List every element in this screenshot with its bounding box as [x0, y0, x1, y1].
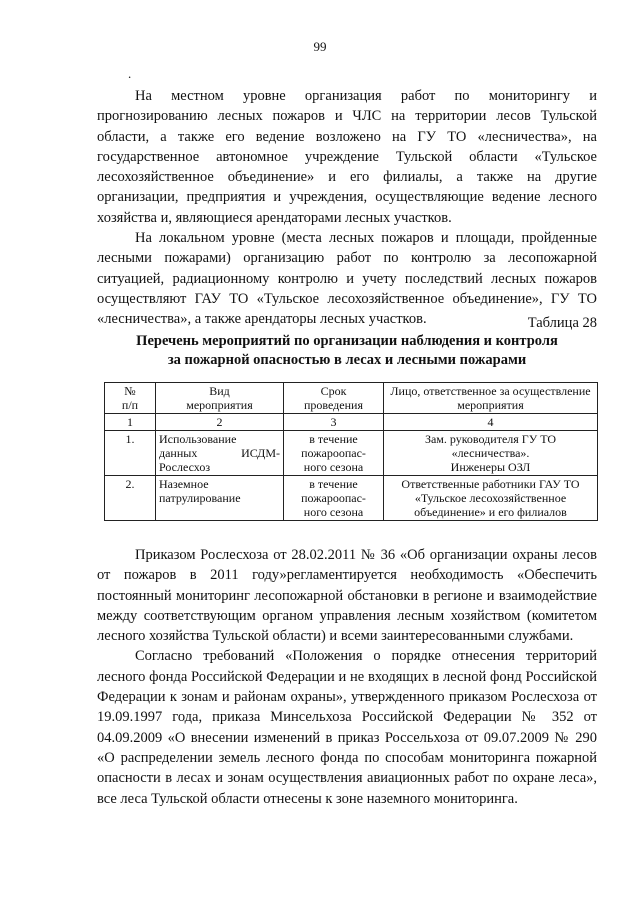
column-number: 1: [105, 414, 156, 431]
header-no-line-1: №: [124, 384, 136, 398]
closing-paragraph-2: Согласно требований «Положения о порядке отнесения территорий лесного фонда Российской Федерации и не входящих в лесной фонд Российской Федерации к зонам и районам охраны», утвержденного приказом Рослесхоза от 19.09.1997 года, приказа Минсельхоза Российской Федерации № 352 от 04.09.2009 «О внесении изменений в приказ Россельхоза от 09.07.2009 № 290 «О распределении земель лесного фонда по способам мониторинга пожарной опасности в лесах и зонам осуществления авиационных работ по охране леса», все леса Тульской области отнесены к зоне наземного мониторинга.: [97, 648, 597, 807]
header-type-line-2: мероприятия: [186, 398, 253, 412]
table-header-row: [105, 383, 598, 414]
row-type: [156, 476, 284, 521]
row-number: 2.: [105, 476, 156, 521]
row-type-line: Наземное: [159, 477, 209, 491]
header-type-line-1: Вид: [209, 384, 230, 398]
row-responsible: [384, 431, 598, 476]
row-type-line: Использование: [159, 432, 237, 446]
table-title-line-2: за пожарной опасностью в лесах и лесными пожарами: [167, 352, 527, 368]
row-responsible-line: Ответственные работники ГАУ ТО: [401, 477, 580, 491]
row-type: [156, 431, 284, 476]
table-title: [97, 332, 597, 370]
table-row: [105, 431, 598, 476]
row-term-line: ного сезона: [303, 505, 364, 519]
row-term-line: ного сезона: [303, 460, 364, 474]
table-label: Таблица 28: [527, 315, 597, 331]
closing-section: [97, 545, 597, 809]
row-responsible-line: Зам. руководителя ГУ ТО: [424, 432, 557, 446]
table-row: [105, 476, 598, 521]
header-term: [284, 383, 384, 414]
header-responsible: [384, 383, 598, 414]
column-number: 4: [384, 414, 598, 431]
header-type: [156, 383, 284, 414]
row-responsible-line: «лесничества».: [451, 446, 530, 460]
row-type-line: Рослесхоз: [159, 460, 211, 474]
row-number: 1.: [105, 431, 156, 476]
row-type-line: патрулирование: [159, 491, 241, 505]
row-responsible: [384, 476, 598, 521]
column-number: 3: [284, 414, 384, 431]
page-number: 99: [313, 39, 327, 54]
table-column-numbers-row: [105, 414, 598, 431]
header-no-line-2: п/п: [121, 398, 139, 412]
header-responsible-line-2: мероприятия: [457, 398, 524, 412]
row-type-line: данных ИСДМ-: [159, 446, 280, 460]
header-term-line-1: Срок: [320, 384, 347, 398]
header-responsible-line-1: Лицо, ответственное за осуществление: [390, 384, 591, 398]
measures-table: [104, 382, 598, 521]
intro-paragraph-1: На местном уровне организация работ по мониторингу и прогнозированию лесных пожаров и ЧЛС на территории лесов Тульской области, а также его ведение возложено на ГУ ТО «лесничества», на государственное автономное учреждение Тульской области «Тульское лесохозяйственное объединение» и его филиалы, а также на другие организации, предприятия и учреждения, осуществляющие ведение лесного хозяйства и, являющиеся арендаторами лесных участков.: [97, 88, 597, 226]
stray-dot: .: [128, 66, 132, 81]
intro-section: [97, 86, 597, 330]
row-term: [284, 431, 384, 476]
row-term: [284, 476, 384, 521]
row-responsible-line: объединение» и его филиалов: [414, 505, 567, 519]
row-term-line: пожароопас-: [301, 491, 366, 505]
column-number: 2: [156, 414, 284, 431]
row-term-line: пожароопас-: [301, 446, 366, 460]
row-term-line: в течение: [309, 477, 358, 491]
table-title-line-1: Перечень мероприятий по организации наблюдения и контроля: [136, 333, 558, 349]
header-no: [105, 383, 156, 414]
intro-paragraph-2: На локальном уровне (места лесных пожаров и площади, пройденные лесными пожарами) организацию работ по контролю за лесопожарной ситуацией, радиационному контролю и учету последствий лесных пожаров осуществляют ГАУ ТО «Тульское лесохозяйственное объединение», ГУ ТО «лесничества», а также арендаторы лесных участков.: [97, 230, 597, 328]
row-responsible-line: «Тульское лесохозяйственное: [414, 491, 567, 505]
row-term-line: в течение: [309, 432, 358, 446]
closing-paragraph-1: Приказом Рослесхоза от 28.02.2011 № 36 «Об организации охраны лесов от пожаров в 2011 году»регламентируется необходимость «Обеспечить постоянный мониторинг лесопожарной обстановки в регионе и взаимодействие между соответствующим органом управления лесным хозяйством (комитетом лесного хозяйства Тульской области) и всеми заинтересованными службами.: [97, 547, 597, 645]
header-term-line-2: проведения: [304, 398, 363, 412]
row-responsible-line: Инженеры ОЗЛ: [450, 460, 531, 474]
